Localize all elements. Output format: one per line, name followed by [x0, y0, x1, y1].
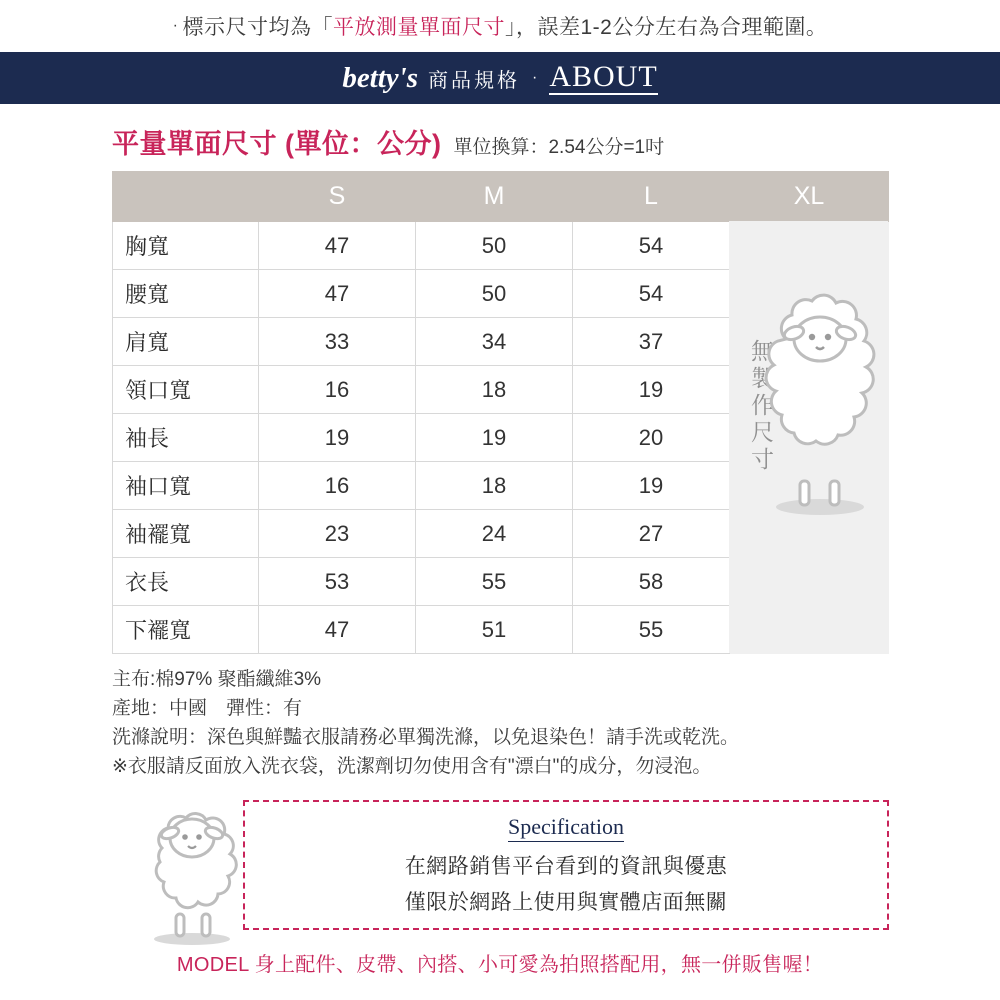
size-value-cell: 34	[416, 318, 573, 366]
size-value-cell: 50	[416, 222, 573, 270]
material-notes	[112, 666, 902, 782]
size-value-cell: 51	[416, 606, 573, 654]
size-value-cell: 47	[259, 270, 416, 318]
band-subtitle-cn: 商品規格	[428, 69, 521, 92]
size-value-cell: 54	[573, 222, 730, 270]
size-value-cell: 19	[416, 414, 573, 462]
size-title-row	[112, 122, 1000, 161]
size-row-label: 下襬寬	[113, 606, 259, 654]
size-table-wrap	[112, 171, 888, 654]
sheep-illustration-icon	[746, 249, 886, 549]
size-row-label: 腰寬	[113, 270, 259, 318]
size-value-cell: 18	[416, 462, 573, 510]
size-row-label: 袖襬寬	[113, 510, 259, 558]
size-row-label: 袖口寬	[113, 462, 259, 510]
size-value-cell: 16	[259, 462, 416, 510]
size-value-cell: 20	[573, 414, 730, 462]
bullet-icon: ·	[172, 17, 179, 34]
measurement-note	[0, 0, 1000, 52]
size-table-header-row	[113, 172, 889, 222]
size-table-header-m: M	[416, 172, 573, 222]
size-value-cell: 55	[416, 558, 573, 606]
size-value-cell: 55	[573, 606, 730, 654]
unit-conversion-note: 單位換算：2.54公分=1吋	[453, 137, 665, 158]
band-subtitle-en: ABOUT	[549, 61, 657, 96]
measurement-note-after: 」，誤差1-2公分左右為合理範圍。	[504, 16, 828, 39]
specification-line-2: 僅限於網路上使用與實體店面無關	[404, 890, 728, 914]
size-row-label: 衣長	[113, 558, 259, 606]
size-value-cell: 50	[416, 270, 573, 318]
size-row-label: 肩寬	[113, 318, 259, 366]
size-value-cell: 23	[259, 510, 416, 558]
size-table-header-s: S	[259, 172, 416, 222]
size-value-cell: 58	[573, 558, 730, 606]
material-note-0: 主布:棉97% 聚酯纖維3%	[112, 669, 322, 690]
size-title: 平量單面尺寸 (單位：公分)	[112, 129, 442, 159]
material-note-3: ※衣服請反面放入洗衣袋，洗潔劑切勿使用含有"漂白"的成分，勿浸泡。	[112, 755, 712, 777]
size-table-header-xl: XL	[730, 172, 889, 222]
size-value-cell: 16	[259, 366, 416, 414]
size-value-cell: 18	[416, 366, 573, 414]
brand-band	[0, 52, 1000, 104]
model-accessory-disclaimer: MODEL 身上配件、皮帶、內搭、小可愛為拍照搭配用，無一併販售喔！	[176, 953, 824, 976]
size-row-label: 袖長	[113, 414, 259, 462]
specification-title: Specification	[508, 814, 624, 842]
band-separator: ·	[532, 69, 538, 86]
size-value-cell: 47	[259, 606, 416, 654]
size-row-label: 領口寬	[113, 366, 259, 414]
size-value-cell: 47	[259, 222, 416, 270]
size-value-cell: 33	[259, 318, 416, 366]
specification-area	[0, 796, 1000, 946]
material-note-1: 產地：中國 彈性：有	[112, 697, 303, 719]
size-value-cell: 19	[573, 366, 730, 414]
size-value-cell: 37	[573, 318, 730, 366]
measurement-note-accent: 平放測量單面尺寸	[332, 16, 505, 39]
material-note-2: 洗滌說明：深色與鮮豔衣服請務必單獨洗滌，以免退染色！請手洗或乾洗。	[112, 726, 740, 748]
specification-box	[243, 800, 889, 930]
measurement-note-before: 標示尺寸均為「	[182, 16, 333, 39]
brand-logo: betty's	[342, 61, 419, 94]
size-value-cell: 27	[573, 510, 730, 558]
specification-line-1: 在網路銷售平台看到的資訊與優惠	[404, 854, 728, 878]
size-value-cell: 24	[416, 510, 573, 558]
xl-unavailable-panel	[729, 221, 888, 653]
sheep-standing-icon	[122, 796, 262, 946]
size-value-cell: 53	[259, 558, 416, 606]
size-value-cell: 19	[259, 414, 416, 462]
size-row-label: 胸寬	[113, 222, 259, 270]
size-table-header-corner	[113, 172, 259, 222]
size-table-header-l: L	[573, 172, 730, 222]
size-value-cell: 54	[573, 270, 730, 318]
xl-unavailable-label: 無製作尺寸	[748, 339, 774, 474]
size-value-cell: 19	[573, 462, 730, 510]
